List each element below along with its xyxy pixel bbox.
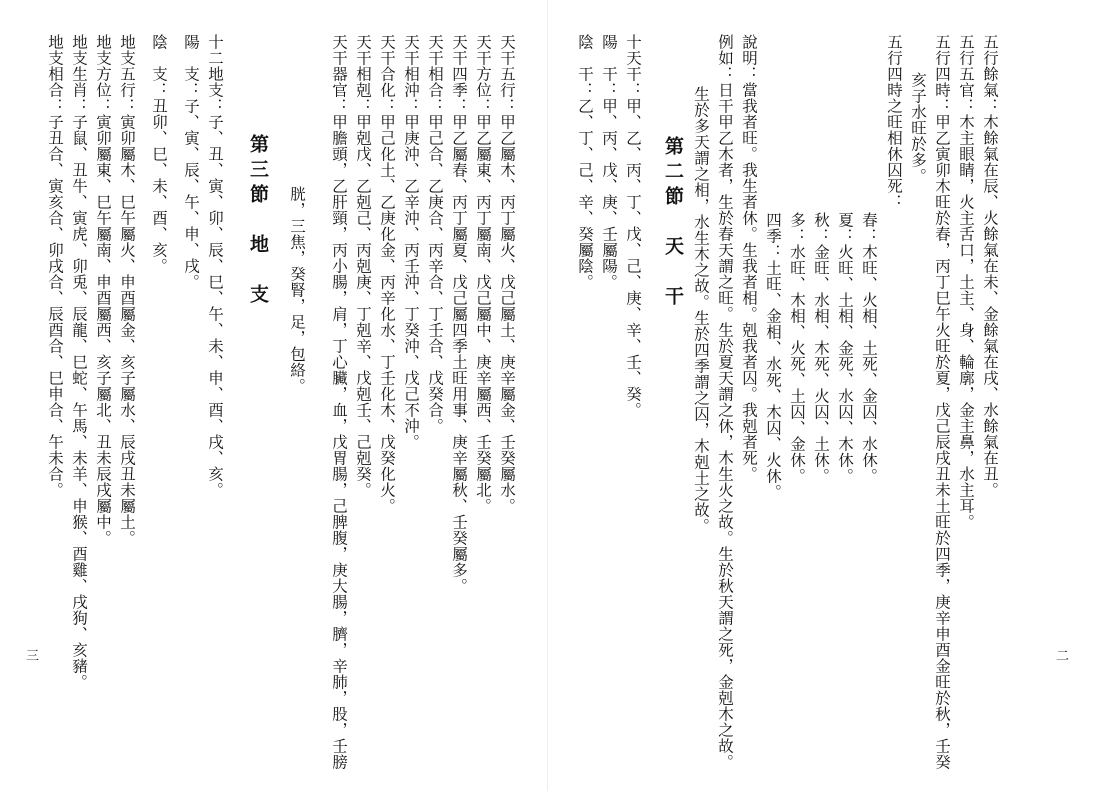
text-column: 天干合化：甲己化土、乙庚化金、丙辛化水、丁壬化木、戊癸化火。 [378, 34, 396, 514]
text-column: 地支方位：寅卯屬東、巳午屬南、申酉屬西、亥子屬北、丑未辰戌屬中。 [94, 34, 112, 546]
page-number-left: 三 [26, 649, 40, 664]
text-column: 地支生肖：子鼠、丑牛、寅虎、卯兎、辰龍、巳蛇、午馬、未羊、申猴、酉雞、戌狗、亥豬。 [70, 34, 88, 690]
text-column: 五行餘氣：木餘氣在辰、火餘氣在未、金餘氣在戌、水餘氣在丑。 [981, 34, 999, 498]
season-line: 春：木旺、火相、土死、金囚、水休。 [860, 212, 878, 484]
text-column: 天干方位：甲乙屬東、丙丁屬南、戊己屬中、庚辛屬西、壬癸屬北。 [474, 34, 492, 514]
text-column: 五行四時之旺相休囚死： [885, 34, 903, 210]
text-column: 十天干：甲、乙、丙、丁、戊、己、庚、辛、壬、癸。 [624, 34, 642, 418]
section-heading: 第二節 天 干 [662, 136, 684, 311]
text-column: 亥子水旺於多。 [909, 72, 927, 184]
season-line: 多：水旺、木相、火死、土囚、金休。 [788, 212, 806, 484]
left-page [0, 0, 547, 791]
text-column: 天干相合：甲己合、乙庚合、丙辛合、丁壬合、戊癸合。 [426, 34, 444, 434]
text-column: 生於多天謂之相，水生木之故。生於四季謂之囚，木剋土之故。 [692, 86, 710, 534]
text-column: 例如：日干甲乙木者，生於春天謂之旺。生於夏天謂之休，木生火之故。生於秋天謂之死，金剋木之故。 [716, 34, 734, 770]
right-page [548, 0, 1095, 791]
text-column: 地支相合：子丑合、寅亥合、卯戌合、辰酉合、巳申合、午未合。 [46, 34, 64, 498]
text-column: 五行四時：甲乙寅卯木旺於春，丙丁巳午火旺於夏，戊己辰戌丑未土旺於四季，庚辛申酉金旺於秋，壬癸 [933, 34, 951, 770]
text-column: 五行五官：木主眼睛，火主舌口，土主、身、輪廓，金主鼻，水主耳。 [957, 34, 975, 530]
text-column: 天干四季：甲乙屬春、丙丁屬夏、戊己屬四季土旺用事、庚辛屬秋、壬癸屬多。 [450, 34, 468, 594]
season-line: 四季：土旺、金相、水死、木囚、火休。 [764, 212, 782, 500]
text-column: 胱，三焦，癸腎，足，包絡。 [288, 186, 306, 394]
page-number-right: 二 [1056, 649, 1070, 664]
text-column: 天干相剋：甲剋戊、乙剋己、丙剋庚、丁剋辛、戊剋壬、己剋癸。 [354, 34, 372, 498]
text-column: 天干相沖：甲庚沖、乙辛沖、丙壬沖、丁癸沖、戊己不沖。 [402, 34, 420, 450]
text-column: 陰 干：乙、丁、己、辛、癸屬陰。 [576, 34, 594, 290]
text-column: 天干五行：甲乙屬木、丙丁屬火、戊己屬土、庚辛屬金、壬癸屬水。 [498, 34, 516, 514]
text-column: 陽 干：甲、丙、戊、庚、壬屬陽。 [600, 34, 618, 290]
season-line: 夏：火旺、土相、金死、水囚、木休。 [836, 212, 854, 484]
text-column: 陽 支：子、寅、辰、午、申、戌。 [182, 34, 200, 290]
text-column: 天干器官：甲膽頭，乙肝頸，丙小腸，肩，丁心臟，血，戊胃腸，己脾腹，庚大腸，臍，辛肺，股，壬膀 [330, 34, 348, 770]
text-column: 十二地支：子、丑、寅、卯、辰、巳、午、未、申、酉、戌、亥。 [206, 34, 224, 498]
text-column: 陰 支：丑卯、巳、未、酉、亥。 [150, 34, 168, 274]
text-column: 地支五行：寅卯屬木、巳午屬火、申酉屬金、亥子屬水、辰戌丑未屬土。 [118, 34, 136, 546]
text-column: 說明：當我者旺。我生者休。生我者相。剋我者囚。我剋者死。 [740, 34, 758, 482]
season-line: 秋：金旺、水相、木死、火囚、土休。 [812, 212, 830, 484]
section-heading: 第三節 地 支 [247, 134, 269, 309]
